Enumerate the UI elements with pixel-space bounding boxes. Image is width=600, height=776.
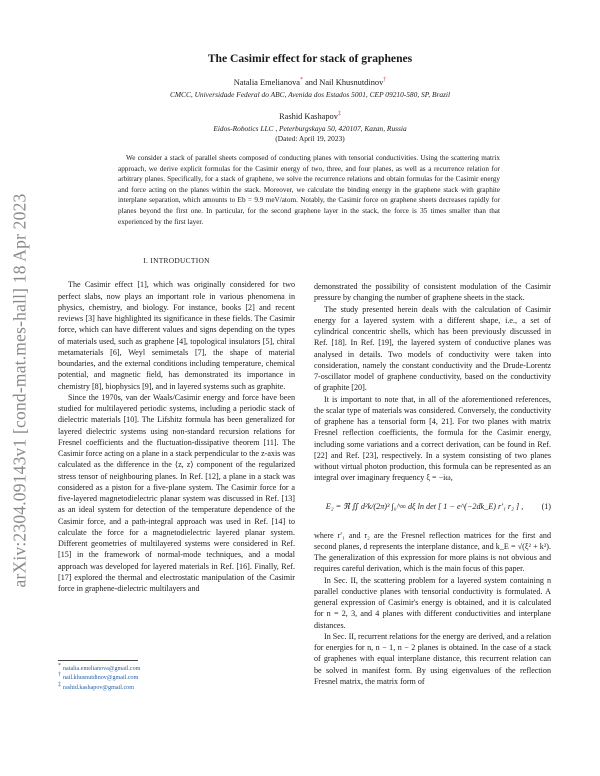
date-line: (Dated: April 19, 2023) (275, 134, 345, 143)
footnote-item[interactable] (58, 674, 295, 683)
author-line-1 (60, 78, 560, 87)
abstract (118, 153, 500, 227)
author-line-2 (60, 112, 560, 121)
footnote-item[interactable] (58, 681, 295, 693)
paragraph-right-2: It is important to note that, in all of the aforementioned references, the scalar type of materials was considered. Conversely, the conductivity of graphene has a tensorial form [4, 21]. For two planes with matrix Fresnel reflection coefficients, the formula for the Casimir energy, including some variations and a correct derivation, can be found in Ref. [22] and Ref. [23], respectively. In a system consisting of two planes without virtual photon production, this formula can be represented as an integral over imaginary frequency ξ = −iω, (314, 394, 551, 483)
equation-number: (1) (541, 501, 551, 511)
footnotes (58, 660, 295, 693)
paragraph-right-4: In Sec. II, the scattering problem for a layered system containing n parallel conductive planes with tensorial conductivity is formulated. A general expression of Casimir's energy is obtained, and it is calculated for n = 2, 3, and 4 planes with different conductivities and interplane distances. (314, 575, 551, 630)
author-mark-3[interactable]: ‡ (337, 111, 341, 118)
abstract-text: We consider a stack of parallel sheets composed of conducting planes with tensorial conductivities. Using the scattering matrix approach, we derive explicit formulas for the Casimir energy of two, three, and four planes, as well as a recurrence relation for arbitrary planes. Specifically, for a stack of graphene, we solve the recurrence relations and obtain formulas for the Casimir energy and force acting on the planes within the stack. Moreover, we calculate the binding energy in the graphene stack with graphite interplane separation, which amounts to Eb = 9.9 meV/atom. Notably, the Casimir force on graphene sheets decreases rapidly for planes beyond the first one. In particular, for the second graphene layer in the stack, the force is 35 times smaller than that experienced by the first layer. (118, 154, 500, 226)
paragraph-right-5: In Sec. II, recurrent relations for the energy are derived, and a relation for energies for n, n − 1, n − 2 planes is obtained. In the case of a stack of graphenes with equal interplane distance, this recurrent relation can be solved in manifest form. By using eigenvalues of the reflection Fresnel matrix, the matrix form of (314, 631, 551, 686)
left-column (58, 255, 295, 594)
paper-title: The Casimir effect for stack of graphenes (207, 52, 413, 65)
paragraph-right-3: where r′₁ and r₂ are the Fresnel reflection matrices for the first and second planes, d represents the interplane distance, and k_E = √(ξ² + k²). The generalization of this expression for more plains is not obvious and requires careful derivation, which is the main focus of this paper. (314, 530, 551, 574)
footnote-email-2[interactable]: nail.khusnutdinov@gmail.com (63, 675, 139, 682)
author-mark-1[interactable]: * (300, 77, 303, 84)
author-and: and (303, 78, 320, 87)
footnote-email-3[interactable]: rashid.kashapov@gmail.com (63, 684, 134, 691)
equation-body: E₂ = ℜ ∬ d²k/(2π)³ ∫₀^∞ dξ ln det [ 1 − e^(−2dk_E) r′₁ r₂ ] , (325, 501, 524, 511)
footnote-mark: † (58, 672, 61, 679)
author-mark-2[interactable]: † (383, 77, 387, 84)
footnote-item[interactable] (58, 662, 295, 674)
author-name-2: Nail Khusnutdinov (319, 78, 384, 87)
arxiv-id: arXiv:2304.09143v1 [cond-mat.mes-hall] 18 Apr 2023 (9, 193, 30, 587)
paragraph-left-1: The Casimir effect [1], which was originally considered for two perfect slabs, now plays an important role in various phenomena in physics, chemistry, and biology. For instance, books [2] and recent reviews [3] have highlighted its significance in these fields. The Casimir force, which can have different values and signs depending on the types of materials used, such as graphene [4], topological insulators [5], chiral metamaterials [6], Weyl semimetals [7], the shape of material boundaries, and the external conditions including temperature, chemical potential, and magnetic field, has demonstrated its importance in chemistry [8], biophysics [9], and in layered systems such as graphite. (58, 280, 295, 391)
footnote-email-1[interactable]: natalia.emelianova@gmail.com (63, 666, 141, 672)
footnote-mark: ‡ (58, 681, 61, 688)
footnote-rule (58, 660, 138, 661)
right-column (314, 281, 551, 687)
affiliation-2: Eidos-Robotics LLC , Peterburgskaya 50, 420107, Kazan, Russia (213, 124, 407, 133)
paragraph-left-2: Since the 1970s, van der Waals/Casimir energy and force have been studied for multilayered periodic systems, including a periodic stack of dielectric materials [10]. The Lifshitz formula has been generalized for layered dielectric systems using non-standard recursion relations for Fresnel coefficients and the fluctuation-dissipative theorem [11]. The Casimir force acting on a plane in a stack perpendicular to the z-axis was calculated as the difference in the ⟨z, z⟩ component of the regularized stress tensor of neighbouring planes. In Ref. [12], a plane in a stack was considered as a piston for a five-plane system. The Casimir force for a five-layered magnetodielectric planar system was discussed in Ref. [13] as an ideal system for detection of the temperature dependence of the Casimir force, and a path-integral approach was used in Ref. [14] to calculate the force for a magnetodielectric layered planar system. Different geometries of multilayered systems were considered in Ref. [15] in the framework of normal-mode techniques, and a modal approach was developed for layered materials in Ref. [16]. Finally, Ref. [17] explored the thermal and electrostatic manipulation of the Casimir force in graphene-dielectric multilayers and (58, 392, 295, 593)
affiliation-1: CMCC, Universidade Federal do ABC, Avenida dos Estados 5001, CEP 09210-580, SP, Brazil (169, 90, 451, 99)
arxiv-stamp (6, 130, 34, 650)
paragraph-right-1: The study presented herein deals with the calculation of Casimir energy for a layered system with a different shape, i.e., a set of cylindrical concentric shells, which has been previously discussed in Ref. [18]. In Ref. [19], the layered system of conductive planes was analysed in details. Two models of conductivity were taken into consideration, namely the constant conductivity and the Drude-Lorentz 7-oscillator model of graphene conductivity, based on the conductivity of graphite [20]. (314, 304, 551, 393)
author-name-3: Rashid Kashapov (279, 112, 338, 121)
section-heading-introduction: I. INTRODUCTION (143, 256, 210, 265)
author-name-1: Natalia Emelianova (233, 78, 300, 87)
footnote-mark: * (58, 662, 61, 669)
equation-1 (314, 488, 551, 526)
paragraph-right-0: demonstrated the possibility of consistent modulation of the Casimir pressure by changing the number of graphene sheets in the stack. (314, 282, 551, 303)
